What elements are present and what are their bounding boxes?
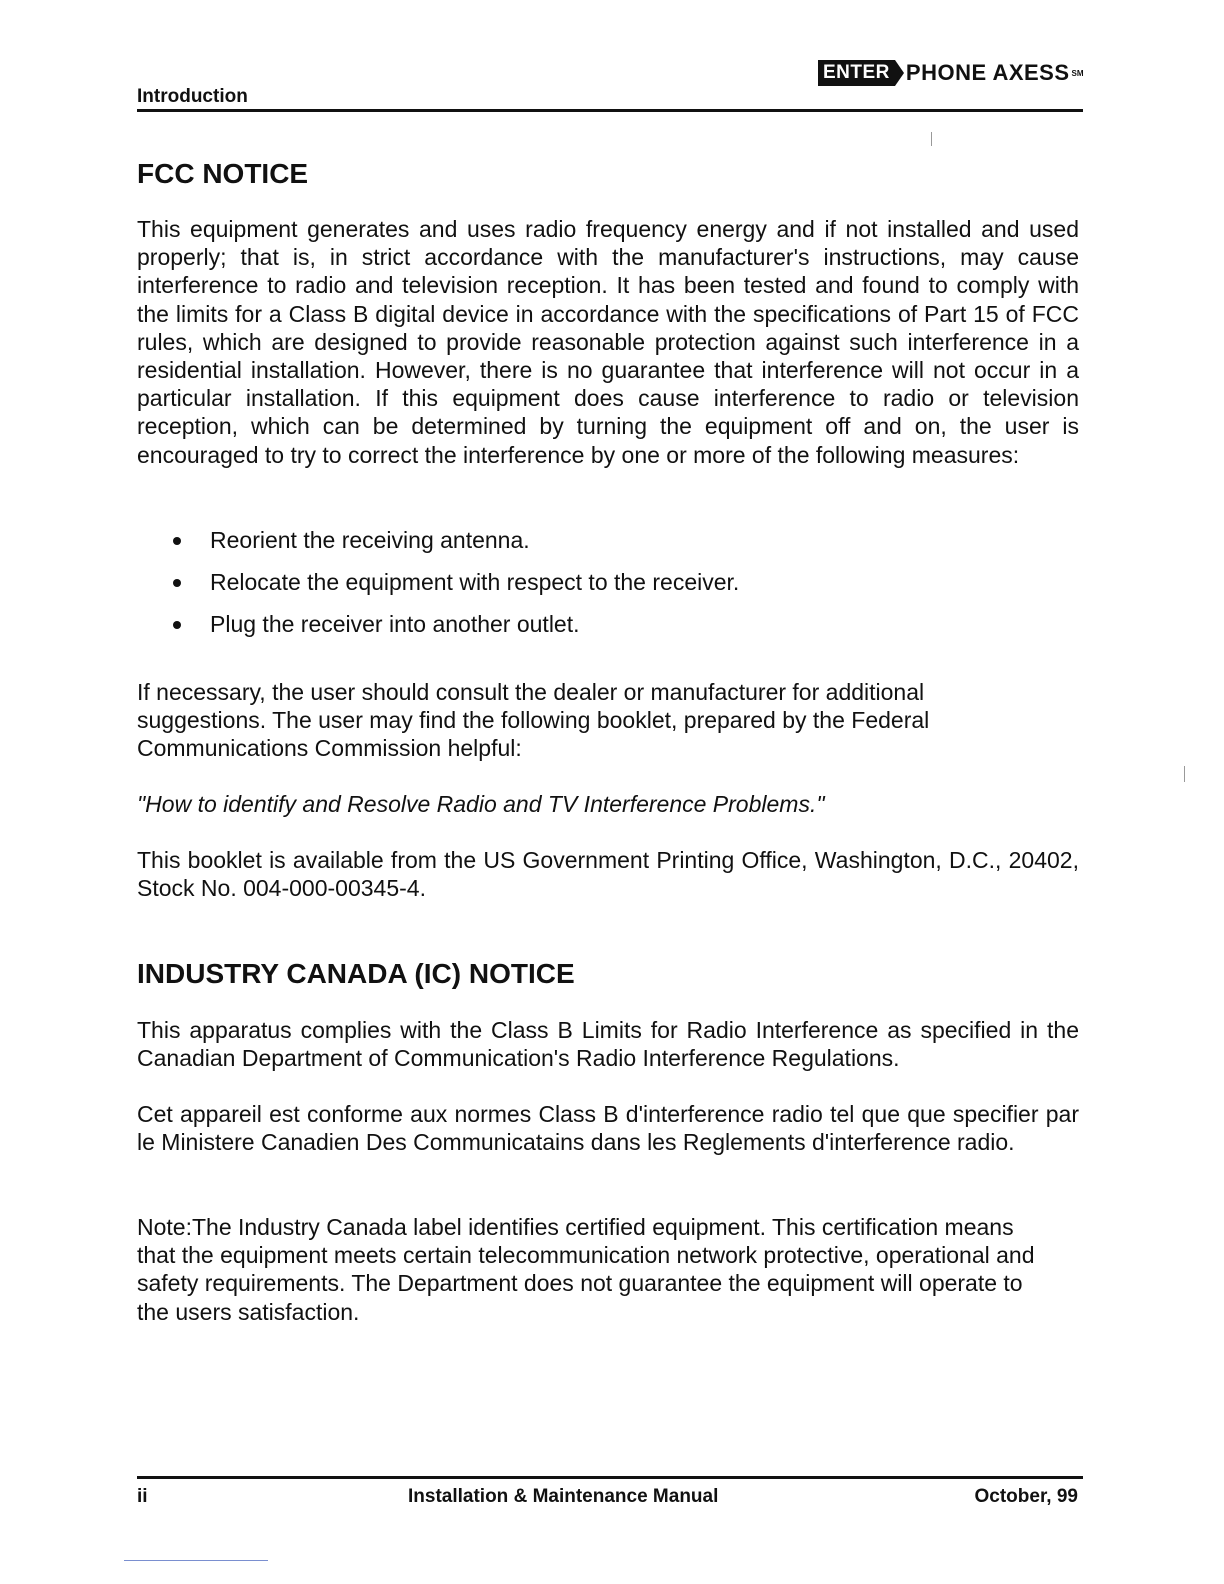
fcc-paragraph: This equipment generates and uses radio frequency energy and if not installed and used properly; that is, in strict accordance with the manufacturer's instructions, may cause interference to radio and television reception. It has been tested and found to comply with the limits for a Class B digital device in accordance with the specifications of Part 15 of FCC rules, which are designed to provide reasonable protection against such interference in a residential installation. However, there is no guarantee that interference will not occur in a particular installation. If this equipment does cause interference to radio or television reception, which can be determined by turning the equipment off and on, the user is encouraged to try to correct the interference by one or more of the following measures: bbox=[137, 216, 1079, 468]
manual-title: Installation & Maintenance Manual bbox=[408, 1486, 719, 1507]
link-underline bbox=[124, 1560, 268, 1561]
ic-paragraph-fr: Cet appareil est conforme aux normes Class B d'interference radio tel que que specifier par le Ministere Canadien Des Communicatains dans les Reglements d'interference radio. bbox=[137, 1101, 1079, 1156]
brand-enter-box: ENTER bbox=[818, 60, 895, 86]
section-label: Introduction bbox=[137, 86, 248, 107]
ic-note: Note:The Industry Canada label identifies certified equipment. This certification means that the equipment meets certain telecommunication network protective, operational and safety requirements. The Department does not guarantee the equipment will operate to the users satisfaction. bbox=[137, 1214, 1035, 1325]
consult-paragraph: If necessary, the user should consult the dealer or manufacturer for additional suggestions. The user may find the following booklet, prepared by the Federal Communications Commission helpful: bbox=[137, 679, 930, 762]
bullet-icon bbox=[173, 621, 181, 629]
footer-date: October, 99 bbox=[974, 1486, 1078, 1507]
brand-name: PHONE AXESS bbox=[905, 60, 1070, 85]
list-item bbox=[137, 526, 1037, 568]
bullet-icon bbox=[173, 537, 181, 545]
fcc-heading: FCC NOTICE bbox=[137, 158, 309, 189]
footer-rule bbox=[137, 1476, 1083, 1479]
ic-heading: INDUSTRY CANADA (IC) NOTICE bbox=[137, 958, 575, 989]
availability-paragraph: This booklet is available from the US Government Printing Office, Washington, D.C., 20402, Stock No. 004-000-00345-4. bbox=[137, 847, 1079, 902]
bullet-icon bbox=[173, 579, 181, 587]
measure-text: Relocate the equipment with respect to the receiver. bbox=[210, 569, 740, 595]
brand-service-mark: SM bbox=[1071, 68, 1084, 78]
measures-list bbox=[137, 526, 1037, 652]
scan-artifact bbox=[1184, 766, 1185, 782]
measure-text: Reorient the receiving antenna. bbox=[210, 527, 530, 553]
header-rule bbox=[137, 109, 1083, 112]
scan-artifact bbox=[931, 132, 932, 146]
list-item bbox=[137, 568, 1037, 610]
list-item bbox=[137, 610, 1037, 652]
brand-logo bbox=[818, 60, 1084, 86]
page-number: ii bbox=[137, 1486, 148, 1507]
ic-paragraph-en: This apparatus complies with the Class B Limits for Radio Interference as specified in the Canadian Department of Communication's Radio Interference Regulations. bbox=[137, 1017, 1079, 1072]
measure-text: Plug the receiver into another outlet. bbox=[210, 611, 580, 637]
booklet-title: "How to identify and Resolve Radio and TV Interference Problems." bbox=[137, 791, 825, 817]
brand-arrow-icon bbox=[895, 60, 904, 86]
